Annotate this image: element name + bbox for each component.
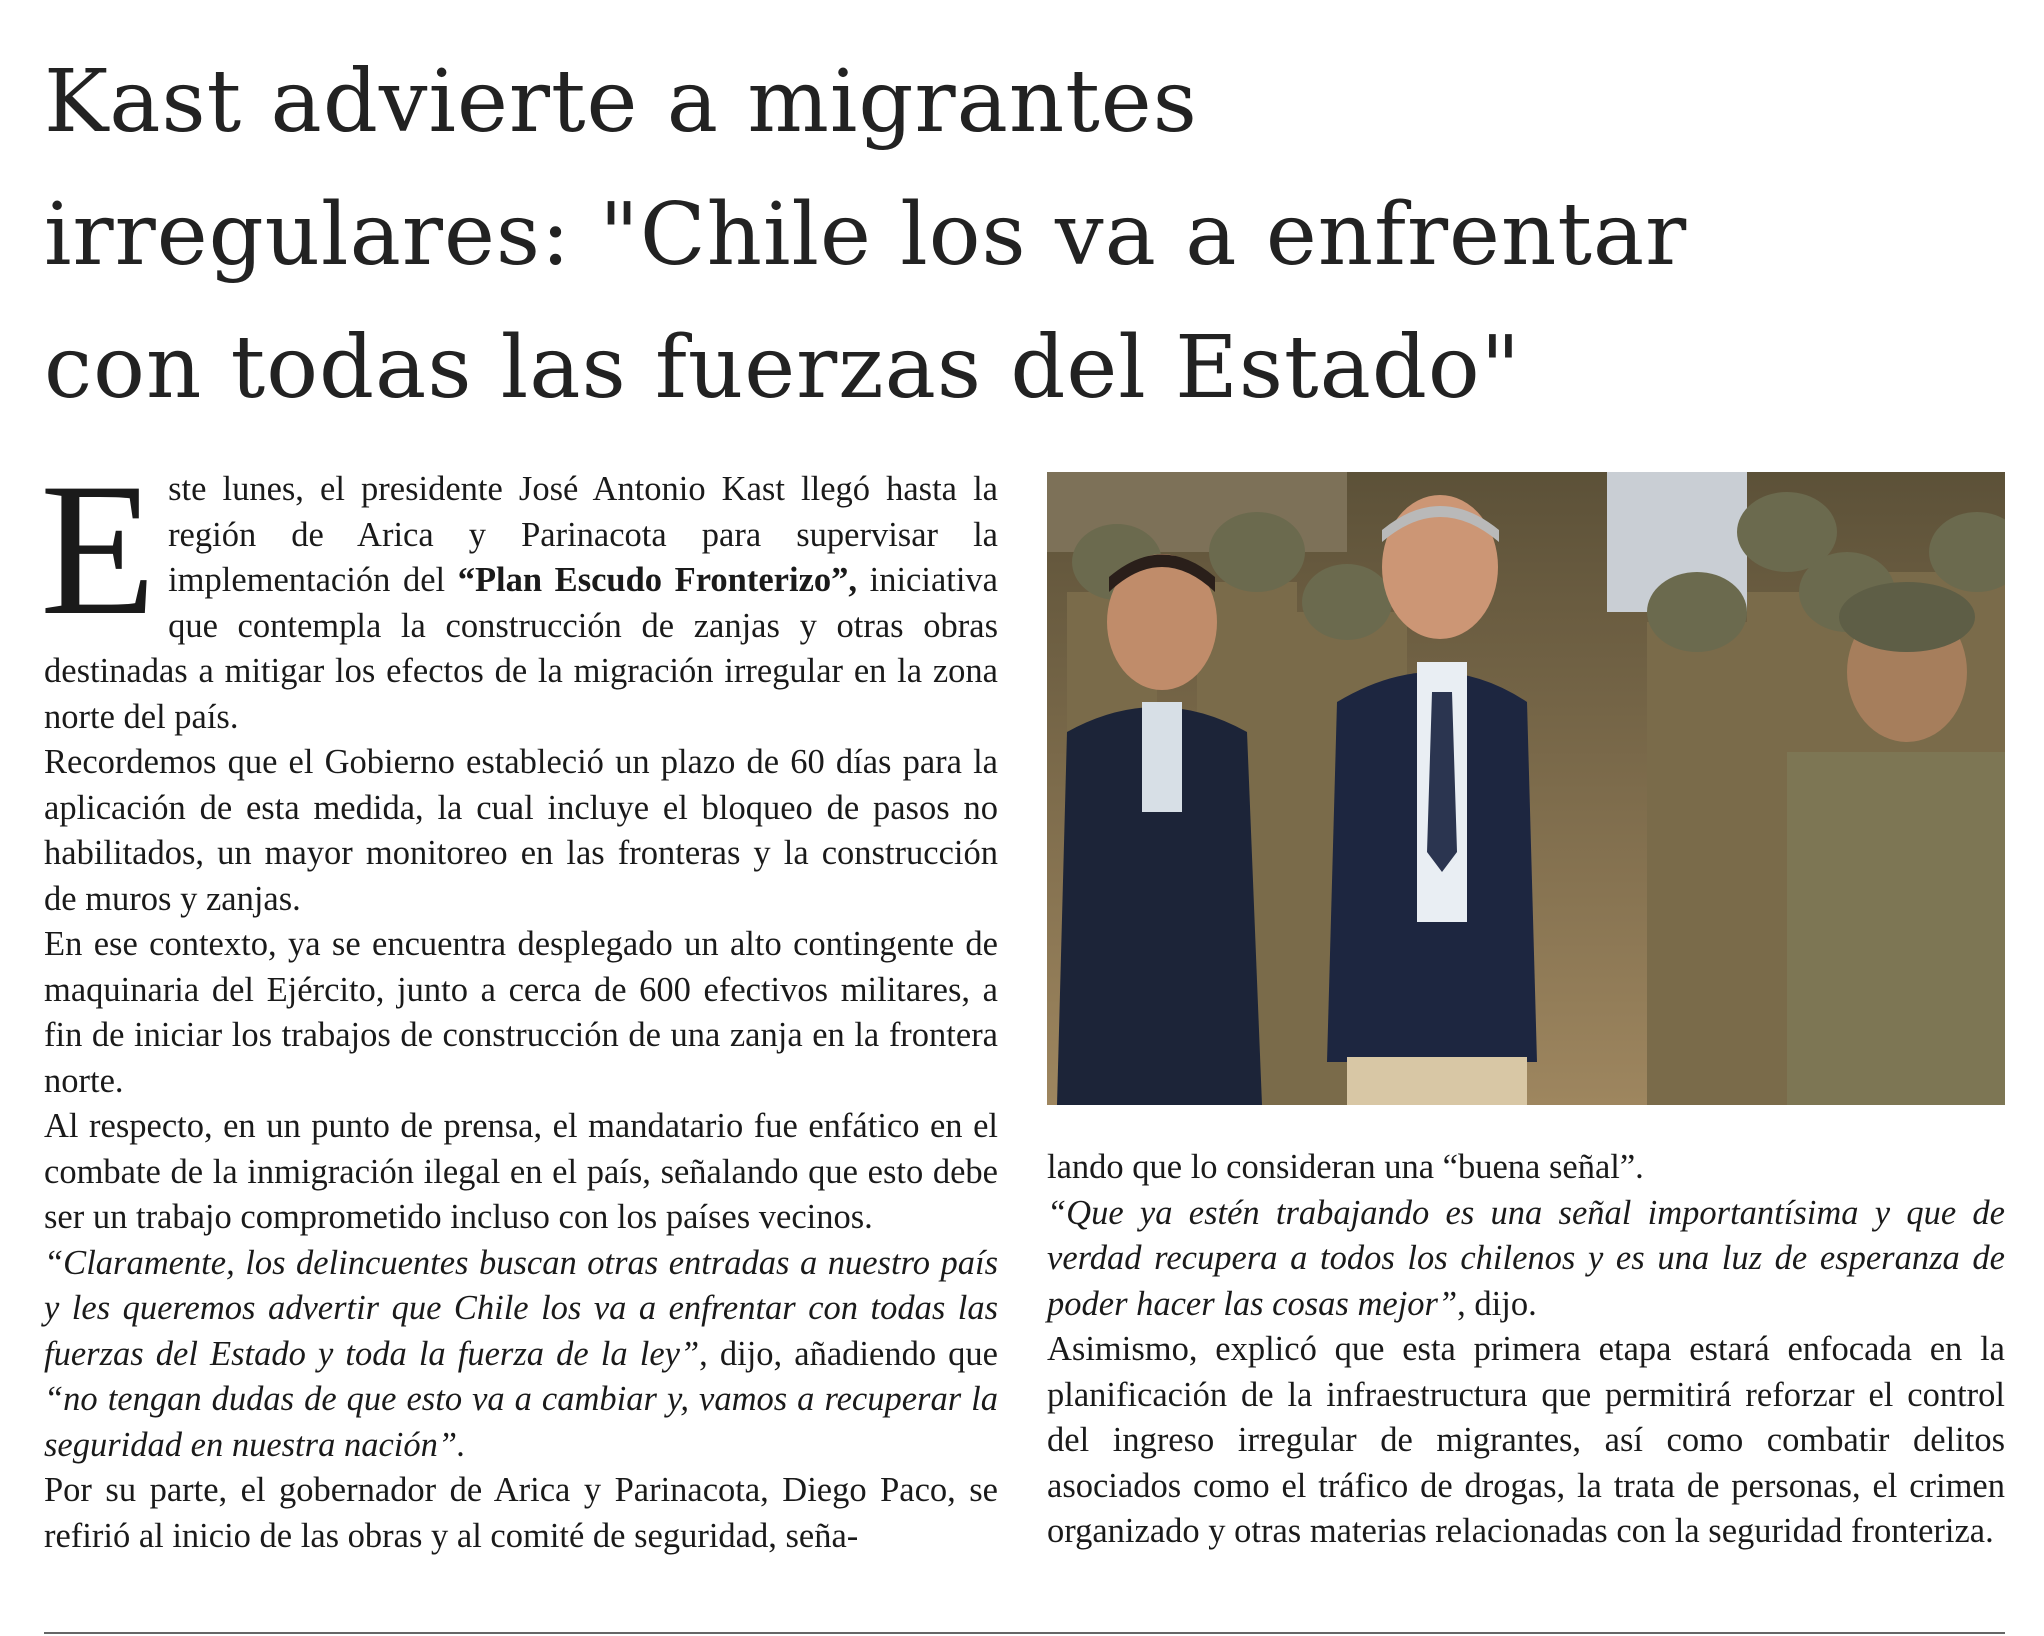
soldiers-and-officials-photo [1047, 472, 2005, 1105]
headline-line-3: con todas las fuerzas del Estado" [44, 318, 1522, 418]
kast-quote-1: “Claramente, los delincuentes buscan otras entradas a nuestro país y les queremos advertir que Chile los va a enfrentar con todas las fuerzas del Estado y toda la fuerza de la ley” [44, 1243, 998, 1373]
plan-name-bold: “Plan Escudo Fronterizo”, [457, 561, 858, 599]
paragraph-1-text-a: ste lunes, el presidente José Antonio Kast llegó hasta la región de Arica y Parinacota para supervisar la implementación del [168, 470, 998, 599]
paragraph-3: En ese contexto, ya se encuentra desplegado un alto contingente de maquinaria del Ejército, junto a cerca de 600 efectivos militares, a fin de iniciar los trabajos de construcción de una zanja en la frontera norte. [44, 925, 998, 1100]
article-photo [1047, 472, 2005, 1105]
paragraph-1-text-b: iniciativa que contempla la construcción de zanjas y otras obras destinadas a mitigar los efectos de la migración irregular en la zona norte del país. [44, 561, 998, 736]
paragraph-5 [44, 1241, 998, 1469]
kast-quote-2: “no tengan dudas de que esto va a cambiar y, vamos a recuperar la seguridad en nuestra nación”. [44, 1380, 998, 1464]
paragraph-6: Por su parte, el gobernador de Arica y Parinacota, Diego Paco, se refirió al inicio de las obras y al comité de seguridad, seña- [44, 1471, 998, 1555]
paragraph-8 [1047, 1191, 2005, 1328]
paragraph-7: lando que lo consideran una “buena señal”. [1047, 1148, 1644, 1186]
article-body-right-column [1047, 1145, 2005, 1555]
headline-line-1: Kast advierte a migrantes [44, 52, 1198, 152]
paragraph-2: Recordemos que el Gobierno estableció un plazo de 60 días para la aplicación de esta medida, la cual incluye el bloqueo de pasos no habilitados, un mayor monitoreo en las fronteras y la construcción de muros y zanjas. [44, 743, 998, 918]
paragraph-9: Asimismo, explicó que esta primera etapa estará enfocada en la planificación de la infraestructura que permitirá reforzar el control del ingreso irregular de migrantes, así como combatir delitos asociados como el tráfico de drogas, la trata de personas, el crimen organizado y otras materias relacionadas con la seguridad fronteriza. [1047, 1330, 2005, 1550]
governor-quote: “Que ya estén trabajando es una señal importantísima y que de verdad recupera a todos los chilenos y es una luz de esperanza de poder hacer las cosas mejor” [1047, 1193, 2005, 1323]
paragraph-1 [40, 445, 998, 740]
paragraph-5-connector: , dijo, añadiendo que [699, 1334, 998, 1373]
article-headline [44, 36, 2024, 435]
paragraph-4: Al respecto, en un punto de prensa, el mandatario fue enfático en el combate de la inmigración ilegal en el país, señalando que esto debe ser un trabajo comprometido incluso con los países vecinos. [44, 1107, 998, 1236]
drop-cap: E [40, 445, 157, 655]
bottom-divider [44, 1632, 2005, 1634]
paragraph-8-tail: , dijo. [1457, 1284, 1537, 1323]
article-body-left-column [40, 445, 998, 1559]
headline-line-2: irregulares: "Chile los va a enfrentar [44, 185, 1688, 285]
